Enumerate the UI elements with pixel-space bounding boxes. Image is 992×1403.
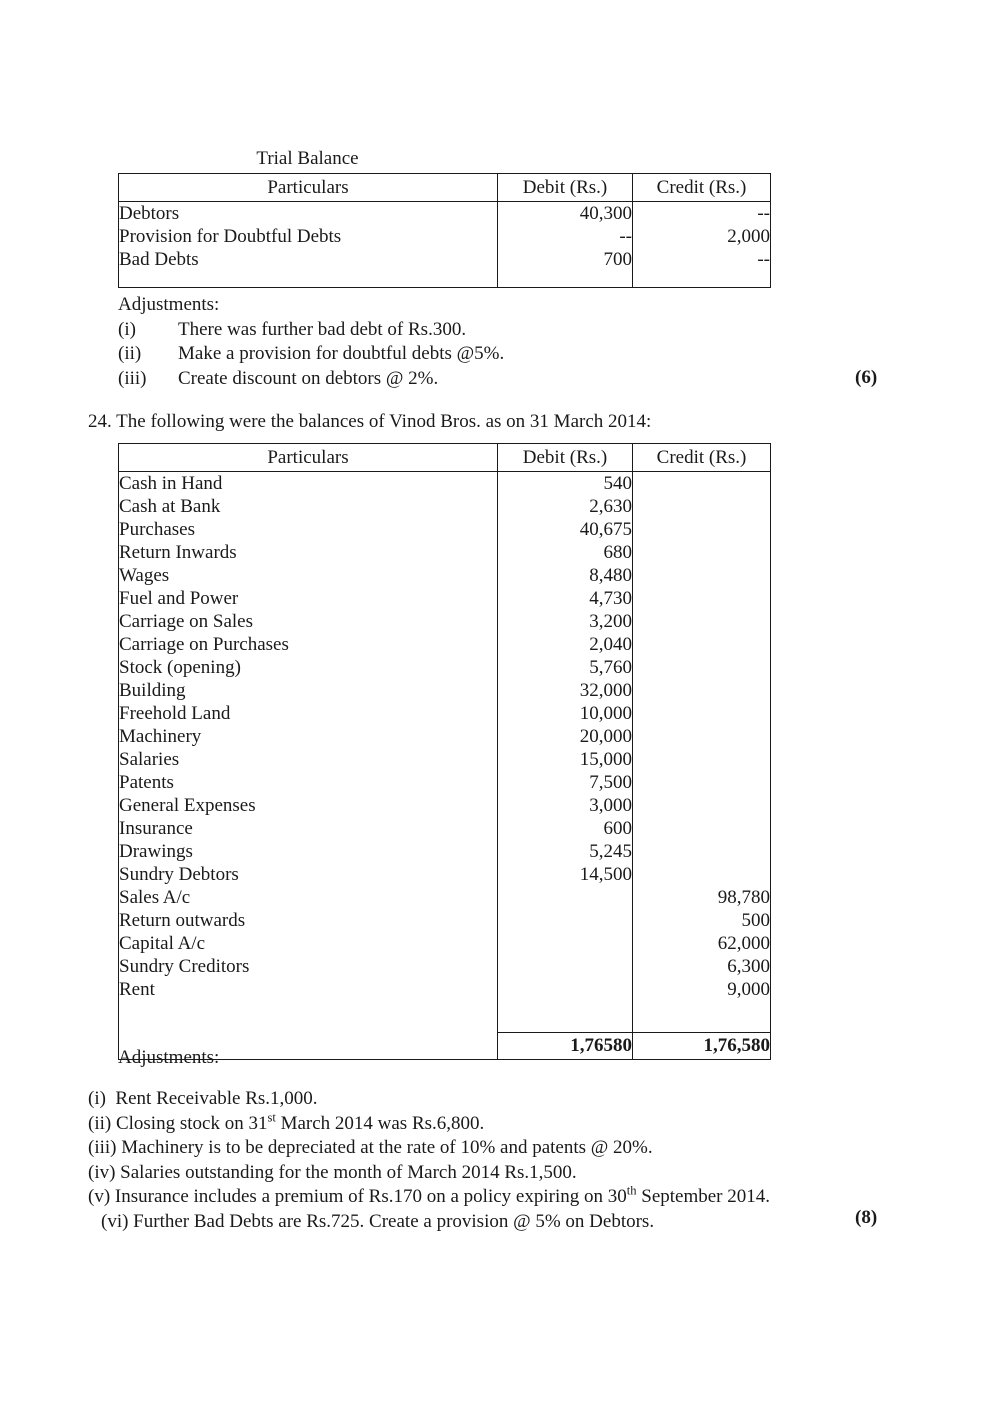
table-one-header bbox=[119, 174, 771, 202]
adjustment-item: (iv) Salaries outstanding for the month of March 2014 Rs.1,500. bbox=[88, 1161, 577, 1183]
adjustments-one-block bbox=[118, 293, 878, 391]
adjustment-number: (iii) bbox=[118, 367, 147, 389]
cell-credit: 2,000 bbox=[633, 225, 771, 248]
cell-particulars: Provision for Doubtful Debts bbox=[119, 225, 498, 248]
cell-debit: 2,040 bbox=[498, 633, 633, 656]
table-spacer-row bbox=[119, 271, 771, 288]
question-24-text: 24. The following were the balances of Vinod Bros. as on 31 March 2014: bbox=[88, 411, 652, 432]
cell-credit bbox=[633, 679, 771, 702]
cell-debit: 32,000 bbox=[498, 679, 633, 702]
cell-credit bbox=[633, 610, 771, 633]
cell-particulars: Building bbox=[119, 679, 498, 702]
cell-particulars: Bad Debts bbox=[119, 248, 498, 271]
adjustment-item: (v) Insurance includes a premium of Rs.170 on a policy expiring on 30th September 2014. bbox=[88, 1183, 771, 1207]
table-row bbox=[119, 202, 771, 226]
column-header-credit: Credit (Rs.) bbox=[633, 444, 771, 472]
table-row bbox=[119, 541, 771, 564]
adjustment-item: (ii) Closing stock on 31st March 2014 was Rs.6,800. bbox=[88, 1110, 485, 1134]
adjustments-two-list bbox=[88, 1087, 938, 1234]
table-row bbox=[119, 932, 771, 955]
cell-credit: 500 bbox=[633, 909, 771, 932]
table-row bbox=[119, 909, 771, 932]
column-header-debit: Debit (Rs.) bbox=[498, 174, 633, 202]
table-row bbox=[119, 587, 771, 610]
cell-credit bbox=[633, 863, 771, 886]
cell-particulars: Salaries bbox=[119, 748, 498, 771]
cell-credit bbox=[633, 817, 771, 840]
cell-credit bbox=[633, 633, 771, 656]
cell-debit: 680 bbox=[498, 541, 633, 564]
table-row bbox=[119, 886, 771, 909]
cell-particulars: Stock (opening) bbox=[119, 656, 498, 679]
cell-debit bbox=[498, 932, 633, 955]
table-header-row bbox=[119, 444, 771, 472]
cell-credit bbox=[633, 656, 771, 679]
adjustments-two-heading: Adjustments: bbox=[118, 1047, 220, 1068]
spacer-cell bbox=[633, 1001, 771, 1033]
cell-particulars: Fuel and Power bbox=[119, 587, 498, 610]
cell-particulars: Return Inwards bbox=[119, 541, 498, 564]
cell-credit bbox=[633, 564, 771, 587]
adjustment-item: (iii) Machinery is to be depreciated at the rate of 10% and patents @ 20%. bbox=[88, 1137, 653, 1158]
cell-debit: 540 bbox=[498, 472, 633, 496]
cell-debit: -- bbox=[498, 225, 633, 248]
cell-credit bbox=[633, 541, 771, 564]
cell-debit: 4,730 bbox=[498, 587, 633, 610]
spacer-cell bbox=[633, 271, 771, 288]
cell-debit bbox=[498, 909, 633, 932]
cell-particulars: Sundry Debtors bbox=[119, 863, 498, 886]
cell-credit bbox=[633, 495, 771, 518]
cell-credit bbox=[633, 748, 771, 771]
table-row bbox=[119, 748, 771, 771]
table-row bbox=[119, 518, 771, 541]
cell-debit: 15,000 bbox=[498, 748, 633, 771]
cell-debit: 3,000 bbox=[498, 794, 633, 817]
cell-credit bbox=[633, 794, 771, 817]
adjustment-item bbox=[118, 342, 878, 367]
cell-particulars: Drawings bbox=[119, 840, 498, 863]
cell-debit: 7,500 bbox=[498, 771, 633, 794]
cell-particulars: Wages bbox=[119, 564, 498, 587]
spacer-cell bbox=[119, 271, 498, 288]
adjustment-text: Make a provision for doubtful debts @5%. bbox=[178, 343, 505, 364]
table-row bbox=[119, 679, 771, 702]
table-two-body bbox=[119, 472, 771, 1060]
cell-particulars: Freehold Land bbox=[119, 702, 498, 725]
cell-credit bbox=[633, 771, 771, 794]
column-header-credit: Credit (Rs.) bbox=[633, 174, 771, 202]
table-row bbox=[119, 863, 771, 886]
table-row bbox=[119, 633, 771, 656]
column-header-debit: Debit (Rs.) bbox=[498, 444, 633, 472]
cell-debit: 2,630 bbox=[498, 495, 633, 518]
cell-particulars: Purchases bbox=[119, 518, 498, 541]
adjustment-number: (ii) bbox=[118, 343, 142, 364]
cell-credit bbox=[633, 840, 771, 863]
cell-particulars: Machinery bbox=[119, 725, 498, 748]
column-header-particulars: Particulars bbox=[119, 444, 498, 472]
table-row bbox=[119, 564, 771, 587]
table-header-row bbox=[119, 174, 771, 202]
table-row bbox=[119, 656, 771, 679]
cell-credit bbox=[633, 702, 771, 725]
balances-table bbox=[118, 443, 771, 1060]
table-row bbox=[119, 978, 771, 1001]
spacer-cell bbox=[119, 1001, 498, 1033]
marks-eight: (8) bbox=[855, 1207, 878, 1228]
cell-debit: 5,760 bbox=[498, 656, 633, 679]
cell-credit: 62,000 bbox=[633, 932, 771, 955]
cell-debit bbox=[498, 955, 633, 978]
table-one-body bbox=[119, 202, 771, 288]
table-row bbox=[119, 794, 771, 817]
cell-credit bbox=[633, 587, 771, 610]
cell-particulars: Return outwards bbox=[119, 909, 498, 932]
marks-six: (6) bbox=[855, 367, 878, 388]
totals-credit: 1,76,580 bbox=[633, 1033, 771, 1060]
table-row bbox=[119, 472, 771, 496]
table-row bbox=[119, 955, 771, 978]
cell-credit: 6,300 bbox=[633, 955, 771, 978]
cell-particulars: Insurance bbox=[119, 817, 498, 840]
cell-particulars: Carriage on Sales bbox=[119, 610, 498, 633]
cell-particulars: Cash at Bank bbox=[119, 495, 498, 518]
adjustment-item: (i) Rent Receivable Rs.1,000. bbox=[88, 1088, 318, 1109]
cell-debit: 5,245 bbox=[498, 840, 633, 863]
table-row bbox=[119, 495, 771, 518]
adjustment-number: (i) bbox=[118, 318, 136, 340]
table-row bbox=[119, 725, 771, 748]
cell-credit bbox=[633, 725, 771, 748]
adjustment-text: Create discount on debtors @ 2%. bbox=[178, 367, 439, 389]
cell-particulars: Sales A/c bbox=[119, 886, 498, 909]
table-row bbox=[119, 771, 771, 794]
cell-debit: 8,480 bbox=[498, 564, 633, 587]
adjustment-item bbox=[118, 318, 878, 343]
adjustment-item bbox=[118, 367, 878, 392]
cell-debit: 14,500 bbox=[498, 863, 633, 886]
cell-particulars: Debtors bbox=[119, 202, 498, 226]
trial-balance-table bbox=[118, 173, 771, 288]
cell-debit bbox=[498, 978, 633, 1001]
table-two-header bbox=[119, 444, 771, 472]
cell-debit: 40,300 bbox=[498, 202, 633, 226]
table-row bbox=[119, 225, 771, 248]
cell-debit: 20,000 bbox=[498, 725, 633, 748]
cell-credit bbox=[633, 518, 771, 541]
cell-credit: -- bbox=[633, 248, 771, 271]
cell-particulars: Cash in Hand bbox=[119, 472, 498, 496]
cell-debit: 700 bbox=[498, 248, 633, 271]
cell-debit: 10,000 bbox=[498, 702, 633, 725]
cell-credit bbox=[633, 472, 771, 496]
table-row bbox=[119, 248, 771, 271]
cell-credit: -- bbox=[633, 202, 771, 226]
spacer-cell bbox=[498, 1001, 633, 1033]
cell-particulars: Patents bbox=[119, 771, 498, 794]
table-spacer-row bbox=[119, 1001, 771, 1033]
table-row bbox=[119, 610, 771, 633]
adjustments-one-heading: Adjustments: bbox=[118, 294, 220, 315]
cell-particulars: Capital A/c bbox=[119, 932, 498, 955]
table-row bbox=[119, 702, 771, 725]
cell-particulars: Sundry Creditors bbox=[119, 955, 498, 978]
cell-credit: 98,780 bbox=[633, 886, 771, 909]
table-row bbox=[119, 840, 771, 863]
adjustment-item: (vi) Further Bad Debts are Rs.725. Create a provision @ 5% on Debtors. bbox=[101, 1210, 655, 1232]
adjustment-text: There was further bad debt of Rs.300. bbox=[178, 318, 467, 340]
spacer-cell bbox=[498, 271, 633, 288]
cell-particulars: General Expenses bbox=[119, 794, 498, 817]
cell-debit: 600 bbox=[498, 817, 633, 840]
table-row bbox=[119, 817, 771, 840]
trial-balance-title: Trial Balance bbox=[256, 148, 359, 169]
column-header-particulars: Particulars bbox=[119, 174, 498, 202]
cell-particulars: Carriage on Purchases bbox=[119, 633, 498, 656]
totals-debit: 1,76580 bbox=[498, 1033, 633, 1060]
cell-debit: 40,675 bbox=[498, 518, 633, 541]
cell-credit: 9,000 bbox=[633, 978, 771, 1001]
cell-particulars: Rent bbox=[119, 978, 498, 1001]
cell-debit: 3,200 bbox=[498, 610, 633, 633]
cell-debit bbox=[498, 886, 633, 909]
